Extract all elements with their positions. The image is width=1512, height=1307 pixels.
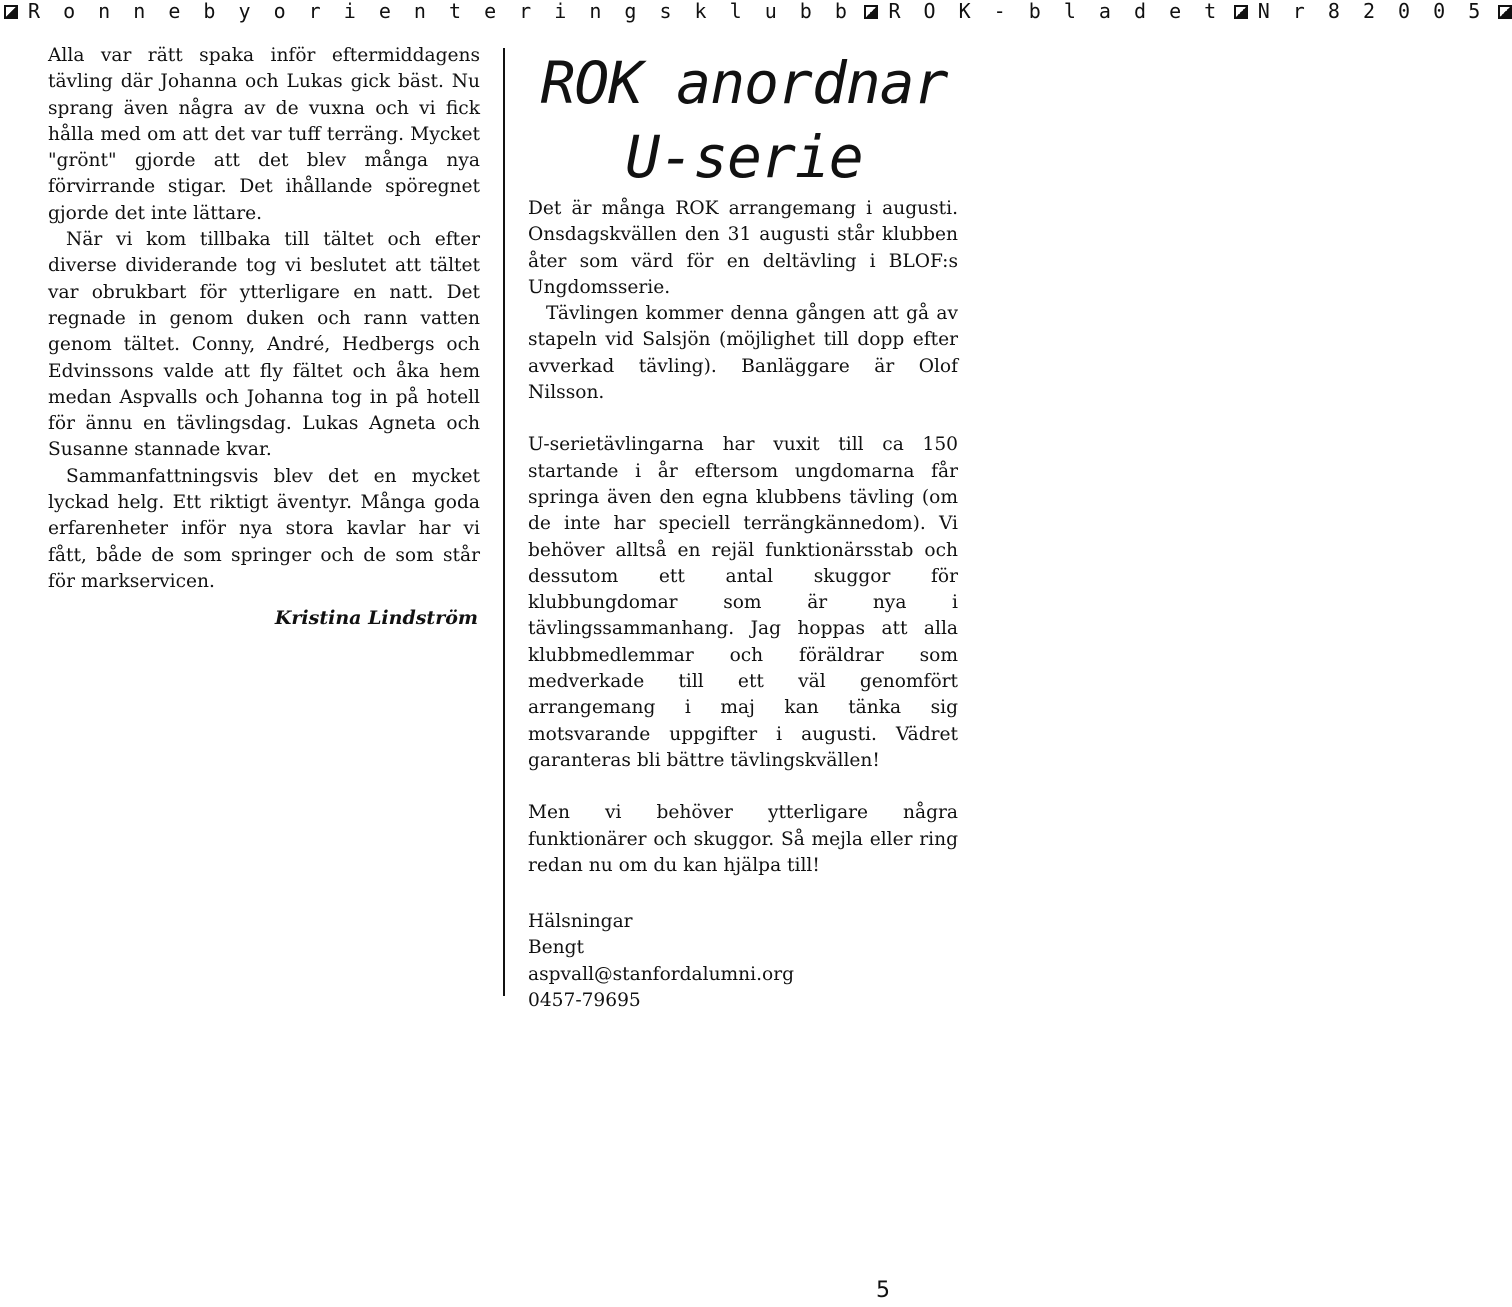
article-paragraph: När vi kom tillbaka till tältet och efter diverse dividerande tog vi beslutet att tältet var obrukbart för ytterligare en natt. Det regnade in genom duken och rann vatten genom tältet. Conny, André, Hedbergs och Edvinssons valde att fly fältet och åka hem medan Aspvalls och Johanna tog in på hotell för ännu en tävlingsdag. Lukas Agneta och Susanne stannade kvar.: [48, 229, 480, 461]
contact-email[interactable]: aspvall@stanfordalumni.org: [528, 963, 795, 985]
greeting: Hälsningar: [528, 911, 633, 933]
corner-square-icon: [1498, 5, 1512, 19]
headline-line-1: ROK anordnar: [540, 49, 948, 117]
corner-square-icon: [1234, 5, 1248, 19]
contact-name: Bengt: [528, 937, 585, 959]
column-divider: [503, 48, 505, 996]
contact-phone: 0457-79695: [528, 990, 641, 1012]
article-paragraph: Alla var rätt spaka inför eftermiddagens tävling där Johanna och Lukas gick bäst. Nu sprang även några av de vuxna och vi fick hålla med om att det var tuff terräng. Mycket "grönt" gjorde att det blev många nya förvirrande stigar. Det ihållande spöregnet gjorde det inte lättare.: [48, 45, 480, 224]
article-paragraph: U-serietävlingarna har vuxit till ca 150 startande i år eftersom ungdomarna får springa även den egna klubbens tävling (om de inte har speciell terrängkännedom). Vi behöver alltså en rejäl funktionärsstab och dessutom ett antal skuggor för klubbungdomar som är nya i tävlingssammanhang. Jag hoppas att alla klubbmedlemmar och föräldrar som medverkade till ett väl genomfört arrangemang i maj kan tänka sig motsvarande uppgifter i augusti. Vädret garanteras bli bättre tävlingskvällen!: [528, 434, 958, 771]
article-paragraph: Tävlingen kommer denna gången att gå av stapeln vid Salsjön (möjlighet till dopp efter avverkad tävling). Banläggare är Olof Nilsson.: [528, 303, 958, 404]
headline-line-2: U-serie: [625, 123, 863, 191]
corner-square-icon: [4, 5, 18, 19]
page-number: 5: [876, 1278, 890, 1303]
article-headline: [528, 46, 960, 194]
corner-square-icon: [864, 5, 878, 19]
page-header: [0, 0, 1486, 23]
right-column-article: [528, 196, 958, 1014]
author-signature: Kristina Lindström: [274, 607, 478, 630]
header-bulletin-name: R O K - b l a d e t: [888, 0, 1222, 23]
left-column-article: [48, 43, 480, 632]
article-paragraph: Men vi behöver ytterligare några funktionärer och skuggor. Så mejla eller ring redan nu om du kan hjälpa till!: [528, 802, 958, 876]
header-issue: N r 8 2 0 0 5: [1257, 0, 1486, 23]
article-paragraph: Det är många ROK arrangemang i augusti. Onsdagskvällen den 31 augusti står klubben åter som värd för en deltävling i BLOF:s Ungdomsserie.: [528, 198, 958, 298]
header-club-name: R o n n e b y o r i e n t e r i n g s k l u b b: [28, 0, 853, 23]
contact-block: [528, 909, 958, 1014]
article-paragraph: Sammanfattningsvis blev det en mycket lyckad helg. Ett riktigt äventyr. Många goda erfarenheter inför nya stora kavlar har vi fått, både de som springer och de som står för markservicen.: [48, 465, 480, 592]
